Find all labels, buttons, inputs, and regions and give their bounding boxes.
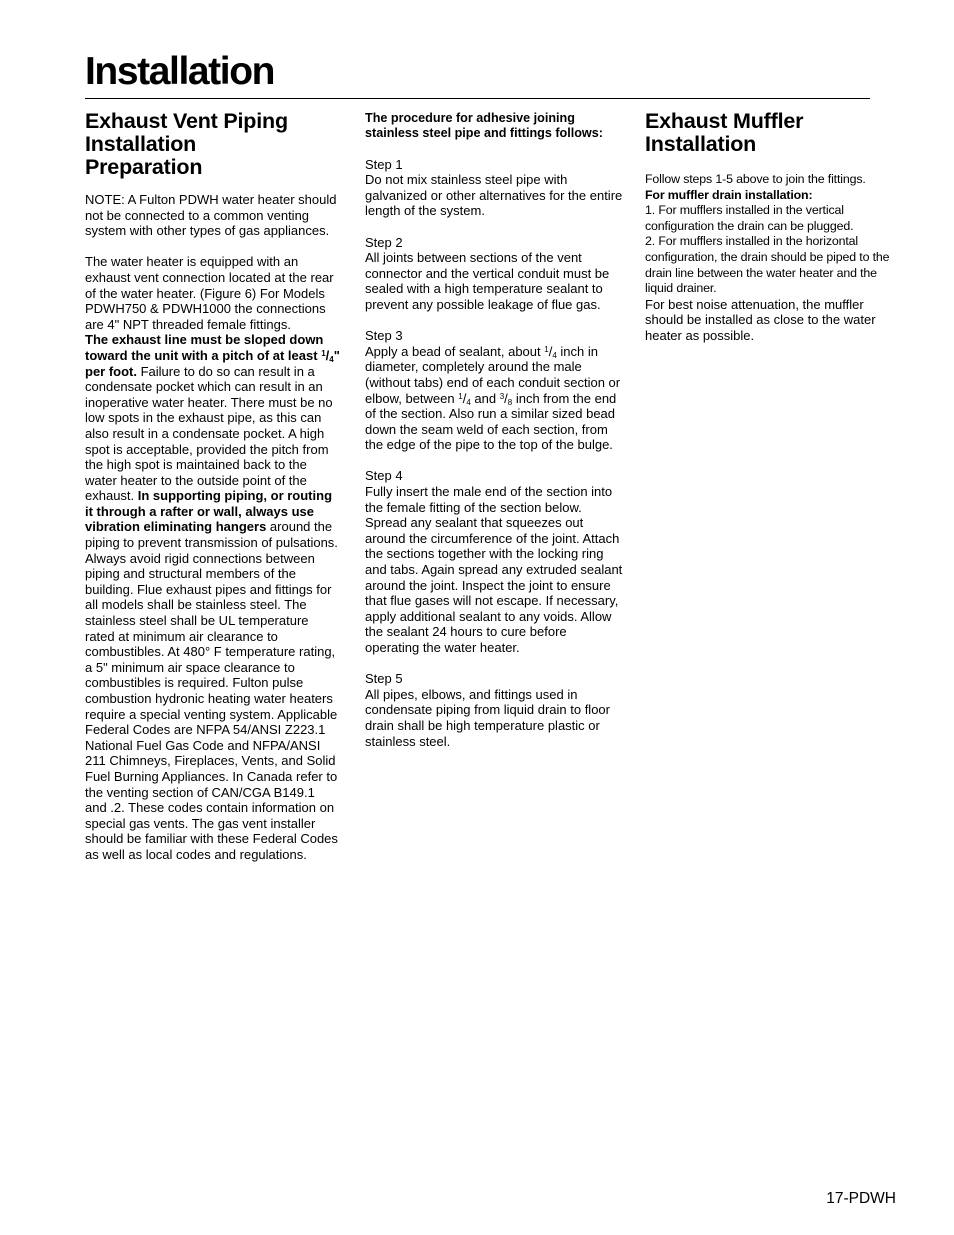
step-label: Step 1 — [365, 156, 403, 172]
heading-line: Exhaust Vent Piping — [85, 109, 288, 133]
column-muffler — [645, 108, 905, 344]
step-label: Step 3 — [365, 328, 403, 344]
hanger-warning: In supporting piping, or routing it through a rafter or wall, always use vibration eliminating hangers — [85, 488, 333, 535]
title-divider — [85, 98, 870, 99]
step-text: All pipes, elbows, and fittings used in condensate piping from liquid drain to floor drain shall be high temperature plastic or stainless steel. — [365, 686, 610, 749]
page-number: 17-PDWH — [826, 1190, 896, 1207]
step-text: Do not mix stainless steel pipe with galvanized or other alternatives for the entire length of the system. — [365, 172, 623, 219]
paragraph-text: Failure to do so can result in a condensate pocket which can result in an inoperative water heater. There must be no low spots in the exhaust pipe, as this can also result in a condensate pocket. A high spot is acceptable, provided the pitch from the high spot is maintained back to the water heater to the outside point of the exhaust. — [85, 363, 333, 504]
muffler-instructions — [645, 172, 905, 344]
vent-connection-paragraph — [85, 254, 340, 862]
heading-line: Preparation — [85, 155, 203, 179]
noise-paragraph: For best noise attenuation, the muffler should be installed as close to the water heater as possible. — [645, 296, 876, 343]
step-block — [365, 468, 623, 655]
drain-heading: For muffler drain installation: — [645, 187, 813, 202]
heading-line: Exhaust Muffler — [645, 109, 804, 133]
paragraph-text: around the piping to prevent transmission of pulsations. Always avoid rigid connections between piping and structural members of the building. Flue exhaust pipes and fittings for all models shall be stainless steel. The stainless steel shall be UL temperature rated at minimum air clearance to combustibles. At 480° F temperature rating, a 5" minimum air space clearance to combustibles is required. Fulton pulse combustion hydronic heating water heaters require a special venting system. Applicable Federal Codes are NFPA 54/ANSI Z223.1 National Fuel Gas Code and NFPA/ANSI 211 Chimneys, Fireplaces, Vents, and Solid Fuel Burning Appliances. In Canada refer to the venting section of CAN/CGA B149.1 and .2. These codes contain information on special gas vents. The gas vent installer should be familiar with these Federal Codes as well as local codes and regulations. — [85, 519, 338, 862]
column-procedure — [365, 108, 623, 749]
step-label: Step 4 — [365, 468, 403, 484]
column-vent-piping — [85, 108, 340, 863]
drain-item: 2. For mufflers installed in the horizontal configuration, the drain should be piped to the drain line between the water heater and the liquid drainer. — [645, 234, 890, 296]
step-block — [365, 671, 623, 749]
step-block — [365, 157, 623, 219]
paragraph-text: The water heater is equipped with an exhaust vent connection located at the rear of the water heater. (Figure 6) For Models PDWH750 & PDWH1000 the connections are 4" NPT threaded female fittings. — [85, 254, 334, 332]
step-text: Apply a bead of sealant, about $^1/_4$ inch in diameter, completely around the male (without tabs) end of each conduit section or elbow, between $^1/_4$ and $^3/_8$ inch from the end of the section. Also run a similar sized bead down the seam weld of each section, from the edge of the pipe to the top of the bulge. — [365, 343, 621, 453]
slope-warning: The exhaust line must be sloped down toward the unit with a pitch of at least $^1/_4$" per foot. — [85, 332, 340, 379]
step-block — [365, 235, 623, 313]
heading-line: Installation — [645, 132, 757, 156]
step-text: Fully insert the male end of the section into the female fitting of the section below. Spread any sealant that squeezes out around the circumference of the joint. Attach the sections together with the locking ring and tabs. Again spread any extruded sealant around the joint. Inspect the joint to ensure that flue gases will not escape. If necessary, apply additional sealant to any voids. Allow the sealant 24 hours to cure before operating the water heater. — [365, 484, 623, 655]
step-text: All joints between sections of the vent connector and the vertical conduit must be sealed with a high temperature sealant to prevent any possible leakage of flue gas. — [365, 250, 610, 312]
drain-item: 1. For mufflers installed in the vertical configuration the drain can be plugged. — [645, 203, 854, 233]
note-paragraph: NOTE: A Fulton PDWH water heater should not be connected to a common venting system with other types of gas appliances. — [85, 192, 337, 239]
step-label: Step 2 — [365, 234, 403, 250]
procedure-intro: The procedure for adhesive joining stainless steel pipe and fittings follows: — [365, 111, 603, 140]
section-heading-vent-piping — [85, 110, 340, 179]
section-heading-muffler — [645, 110, 905, 156]
step-label: Step 5 — [365, 671, 403, 687]
heading-line: Installation — [85, 132, 197, 156]
muffler-intro: Follow steps 1-5 above to join the fittings. — [645, 172, 866, 186]
page-title: Installation — [85, 50, 275, 93]
step-block — [365, 328, 623, 453]
